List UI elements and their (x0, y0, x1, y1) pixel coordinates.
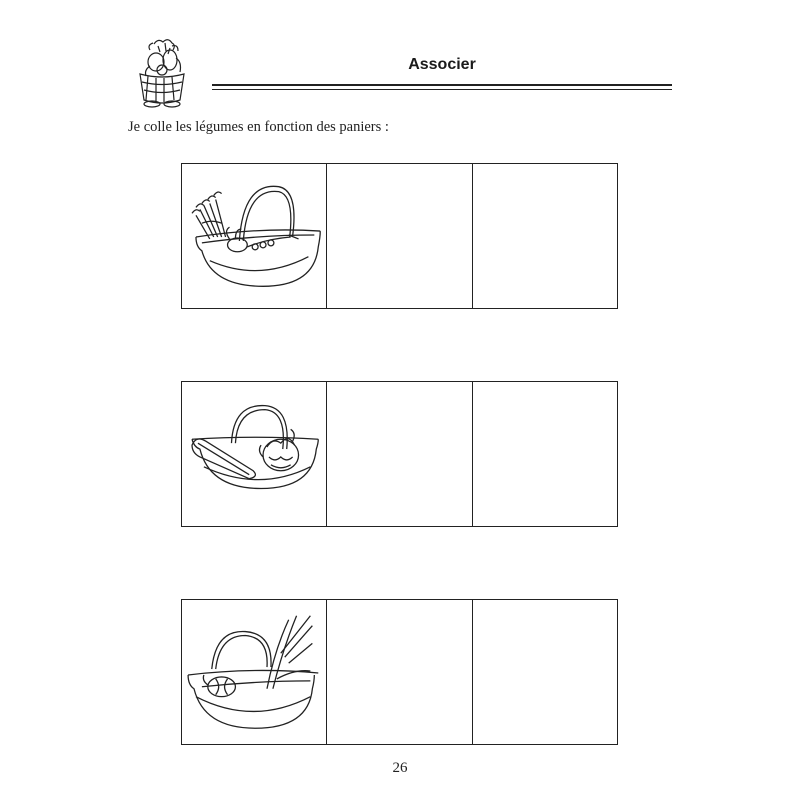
vegetable-basket-logo-icon (132, 36, 190, 110)
empty-paste-cell[interactable] (327, 382, 472, 526)
empty-paste-cell[interactable] (473, 164, 617, 308)
basket-asparagus-icon (182, 164, 326, 308)
basket-onion-leek-icon (182, 600, 326, 744)
matching-row-1 (181, 163, 618, 309)
basket-cell-2 (182, 382, 327, 526)
matching-row-2 (181, 381, 618, 527)
empty-paste-cell[interactable] (473, 600, 617, 744)
empty-paste-cell[interactable] (327, 164, 472, 308)
page-title: Associer (408, 56, 476, 73)
title-rule-thin (212, 89, 672, 90)
basket-zucchini-artichoke-icon (182, 382, 326, 526)
empty-paste-cell[interactable] (327, 600, 472, 744)
empty-paste-cell[interactable] (473, 382, 617, 526)
title-rule-thick (212, 84, 672, 86)
page-number: 26 (392, 760, 408, 776)
matching-row-3 (181, 599, 618, 745)
instruction-text: Je colle les légumes en fonction des paniers : (128, 119, 389, 135)
basket-cell-1 (182, 164, 327, 308)
basket-cell-3 (182, 600, 327, 744)
